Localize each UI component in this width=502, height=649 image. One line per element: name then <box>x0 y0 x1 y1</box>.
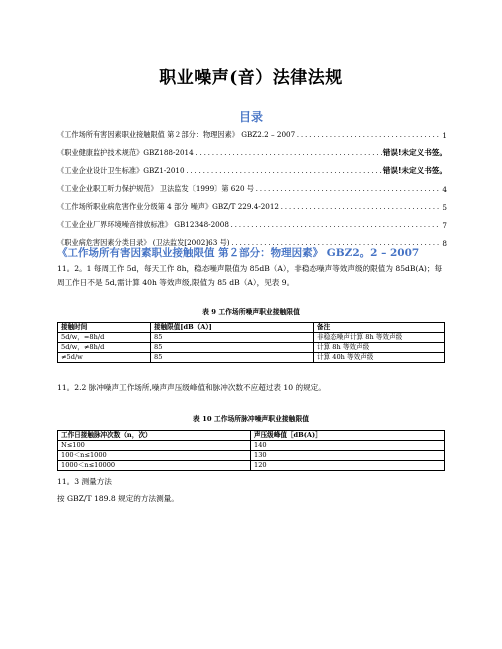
toc-leader <box>296 132 441 140</box>
toc-entry[interactable] <box>57 122 447 140</box>
table-row <box>58 333 445 343</box>
toc-entry-page: 7 <box>442 221 447 230</box>
table-header-cell: 接触时间 <box>58 323 151 333</box>
table-cell: 140 <box>251 441 445 451</box>
toc-entry-title: 《职业病危害因素分类目录》 (卫法监发[2002]63 号) <box>57 238 230 247</box>
toc-entry-page: 8 <box>442 239 447 248</box>
table-header-row <box>58 323 445 333</box>
toc-leader <box>255 186 441 194</box>
table-header-cell: 接触限值[dB（A）] <box>151 323 314 333</box>
table-of-contents <box>57 122 447 248</box>
table-header-cell: 声压级峰值［dB(A)］ <box>251 431 445 441</box>
toc-entry[interactable] <box>57 194 447 212</box>
table-10-caption: 表 10 工作场所脉冲噪声职业接触限值 <box>192 415 310 423</box>
toc-entry-title: 《工业企业设计卫生标准》GBZ1-2010 <box>57 166 185 175</box>
table-cell: 100＜n≤1000 <box>58 451 251 461</box>
table-10 <box>57 430 445 471</box>
table-cell: 5d/w，≠8h/d <box>58 343 151 353</box>
toc-entry-title: 《工业企业职工听力保护规范》 卫法监发〔1999〕第 620 号 <box>57 184 254 193</box>
toc-entry-page: 错误!未定义书签。 <box>382 166 447 175</box>
toc-leader <box>230 222 442 230</box>
table-9 <box>57 322 445 363</box>
toc-entry-title: 《工作场所职业病危害作业分级第 4 部分 噪声》GBZ/T 229.4-2012 <box>57 202 279 211</box>
paragraph-11-2-2: 11。2.2 脉冲噪声工作场所,噪声声压级峰值和脉冲次数不应超过表 10 的规定。 <box>57 383 326 392</box>
toc-entry-page: 5 <box>442 203 447 212</box>
toc-heading: 目录 <box>238 110 263 124</box>
table-9-caption: 表 9 工作场所噪声职业接触限值 <box>202 308 300 316</box>
table-row <box>58 353 445 363</box>
toc-entry[interactable] <box>57 212 447 230</box>
table-cell: 85 <box>151 353 314 363</box>
table-row <box>58 441 445 451</box>
table-cell: ≠5d/w <box>58 353 151 363</box>
toc-leader <box>195 150 382 158</box>
paragraph-11-3: 11。3 测量方法 <box>57 477 112 486</box>
toc-entry[interactable] <box>57 176 447 194</box>
table-cell: N≤100 <box>58 441 251 451</box>
section-heading: 《工作场所有害因素职业接触限值 第２部分：物理因素》 GBZ2。2 – 2007 <box>57 247 420 259</box>
toc-leader <box>186 168 382 176</box>
table-row <box>58 451 445 461</box>
table-cell: 非稳态噪声计算 8h 等效声级 <box>314 333 445 343</box>
document-title: 职业噪声(音）法律法规 <box>159 68 343 88</box>
table-row <box>58 461 445 471</box>
table-header-row <box>58 431 445 441</box>
toc-entry[interactable] <box>57 158 447 176</box>
toc-entry-page: 4 <box>442 185 447 194</box>
table-cell: 130 <box>251 451 445 461</box>
toc-entry-title: 《工作场所有害因素职业接触限值 第２部分：物理因素》 GBZ2.2 – 2007 <box>57 130 296 139</box>
table-header-cell: 备注 <box>314 323 445 333</box>
table-cell: 85 <box>151 333 314 343</box>
toc-entry-title: 《职业健康监护技术规范》GBZ188-2014 <box>57 148 194 157</box>
table-cell: 5d/w，=8h/d <box>58 333 151 343</box>
paragraph-11-2-1: 11。2。1 每周工作 5d，每天工作 8h，稳态噪声限值为 85dB（A），非稳态噪声等效声级的限值为 85dB(A)；每周工作日不是 5d,需计算 40h 等效声级,限值为 85 dB（A），见表 9。 <box>57 264 443 287</box>
table-cell: 计算 40h 等效声级 <box>314 353 445 363</box>
table-row <box>58 343 445 353</box>
toc-entry-page: 错误!未定义书签。 <box>382 148 447 157</box>
toc-entry[interactable] <box>57 140 447 158</box>
table-header-cell: 工作日接触脉冲次数（n，次） <box>58 431 251 441</box>
toc-entry-title: 《工业企业厂界环境噪音排放标准》 GB12348-2008 <box>57 220 229 229</box>
table-cell: 1000＜n≤10000 <box>58 461 251 471</box>
table-cell: 85 <box>151 343 314 353</box>
paragraph-measurement: 按 GBZ/T 189.8 规定的方法测量。 <box>57 494 179 503</box>
toc-entry-page: 1 <box>442 131 447 140</box>
toc-leader <box>280 204 441 212</box>
table-cell: 120 <box>251 461 445 471</box>
table-cell: 计算 8h 等效声级 <box>314 343 445 353</box>
